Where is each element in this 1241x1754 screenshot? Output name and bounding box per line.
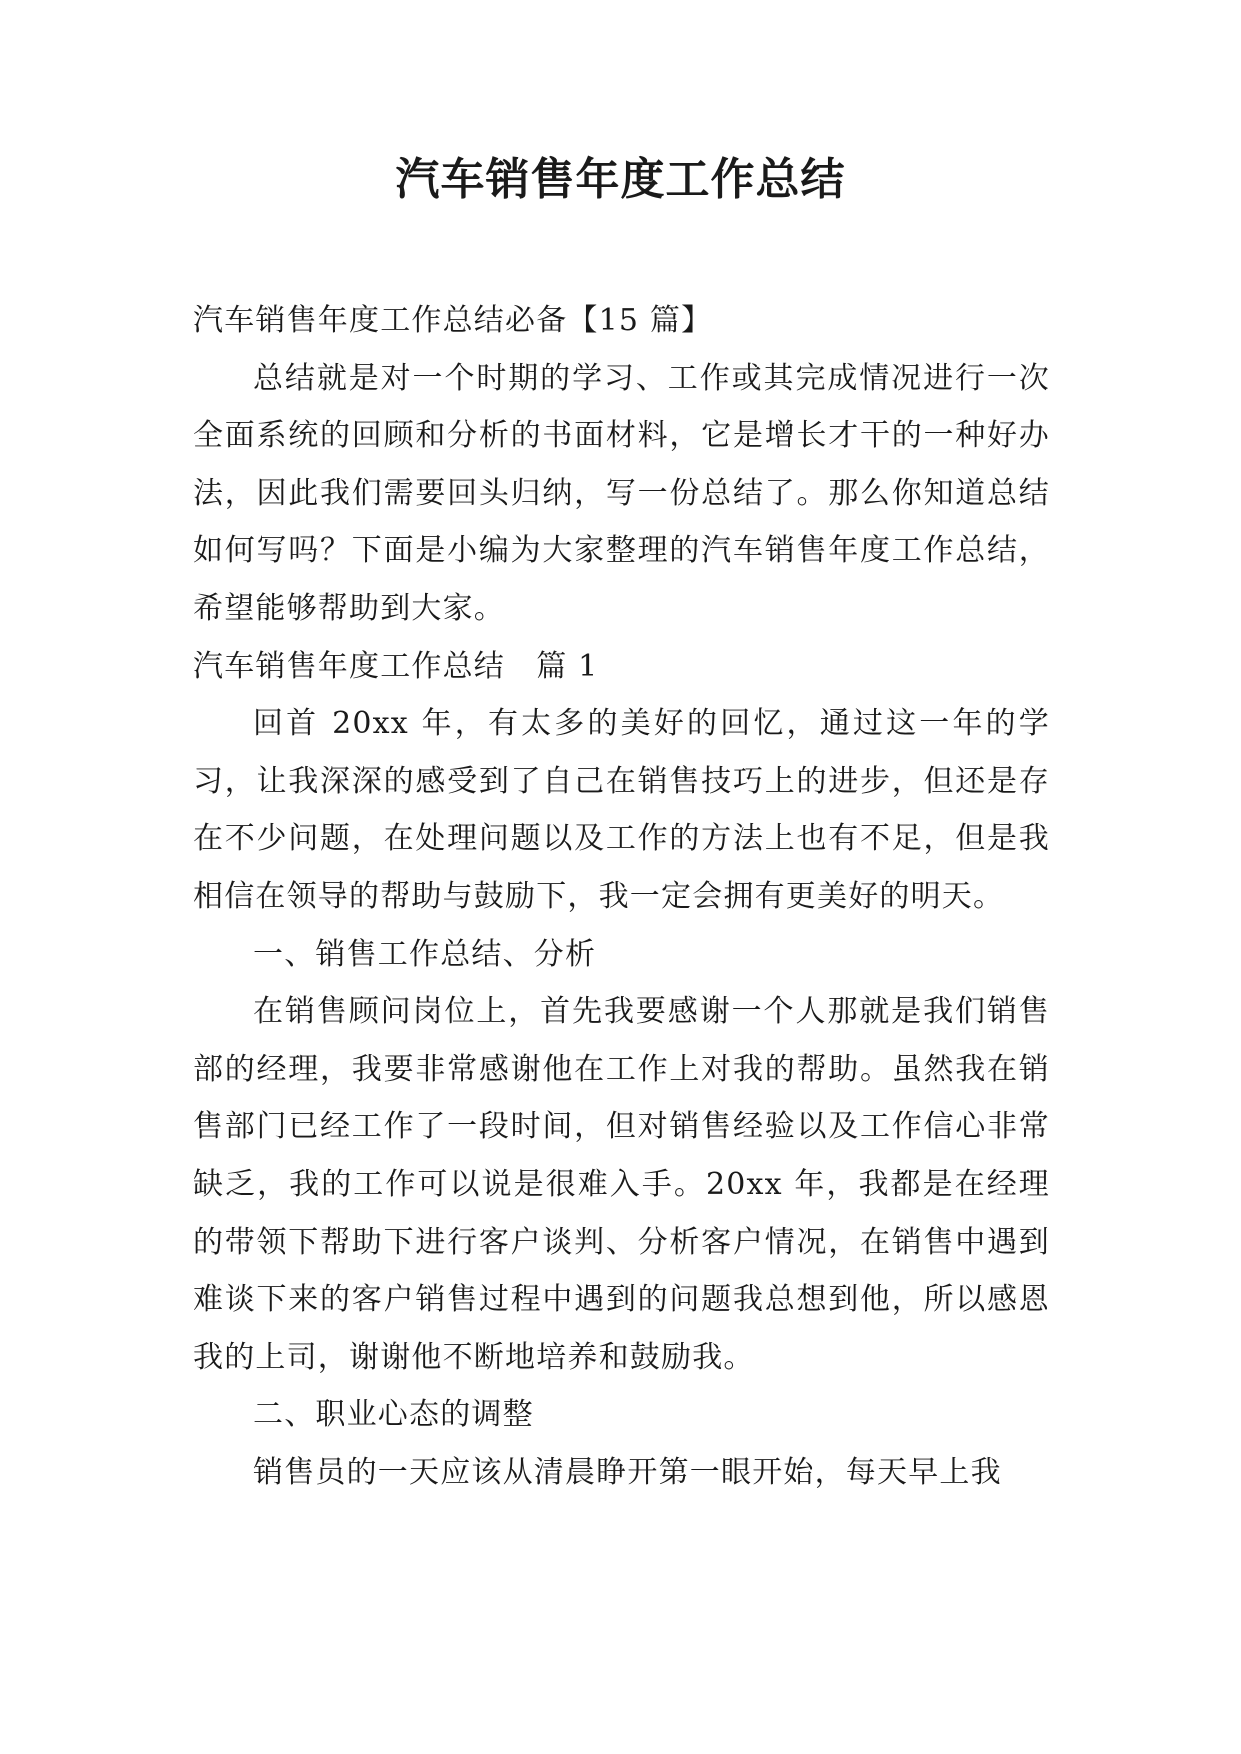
body-paragraph: 回首 20xx 年，有太多的美好的回忆，通过这一年的学习，让我深深的感受到了自己在销售技巧上的进步，但还是存在不少问题，在处理问题以及工作的方法上也有不足，但是我相信在领导的帮助与鼓励下，我一定会拥有更美好的明天。 [193, 706, 1050, 914]
document-title: 汽车销售年度工作总结 [395, 154, 846, 205]
subsection-heading: 二、职业心态的调整 [253, 1397, 534, 1433]
document-body [193, 292, 1050, 1501]
section-heading: 汽车销售年度工作总结 篇 1 [193, 648, 599, 684]
body-paragraph: 销售员的一天应该从清晨睁开第一眼开始，每天早上我 [253, 1454, 1002, 1490]
subsection-heading: 一、销售工作总结、分析 [253, 936, 597, 972]
intro-paragraph: 总结就是对一个时期的学习、工作或其完成情况进行一次全面系统的回顾和分析的书面材料，它是增长才干的一种好办法，因此我们需要回头归纳，写一份总结了。那么你知道总结如何写吗？下面是小编为大家整理的汽车销售年度工作总结，希望能够帮助到大家。 [193, 360, 1050, 626]
body-paragraph: 在销售顾问岗位上，首先我要感谢一个人那就是我们销售部的经理，我要非常感谢他在工作上对我的帮助。虽然我在销售部门已经工作了一段时间，但对销售经验以及工作信心非常缺乏，我的工作可以说是很难入手。20xx 年，我都是在经理的带领下帮助下进行客户谈判、分析客户情况，在销售中遇到难谈下来的客户销售过程中遇到的问题我总想到他，所以感恩我的上司，谢谢他不断地培养和鼓励我。 [193, 994, 1050, 1375]
subtitle-line: 汽车销售年度工作总结必备【15 篇】 [193, 303, 713, 338]
